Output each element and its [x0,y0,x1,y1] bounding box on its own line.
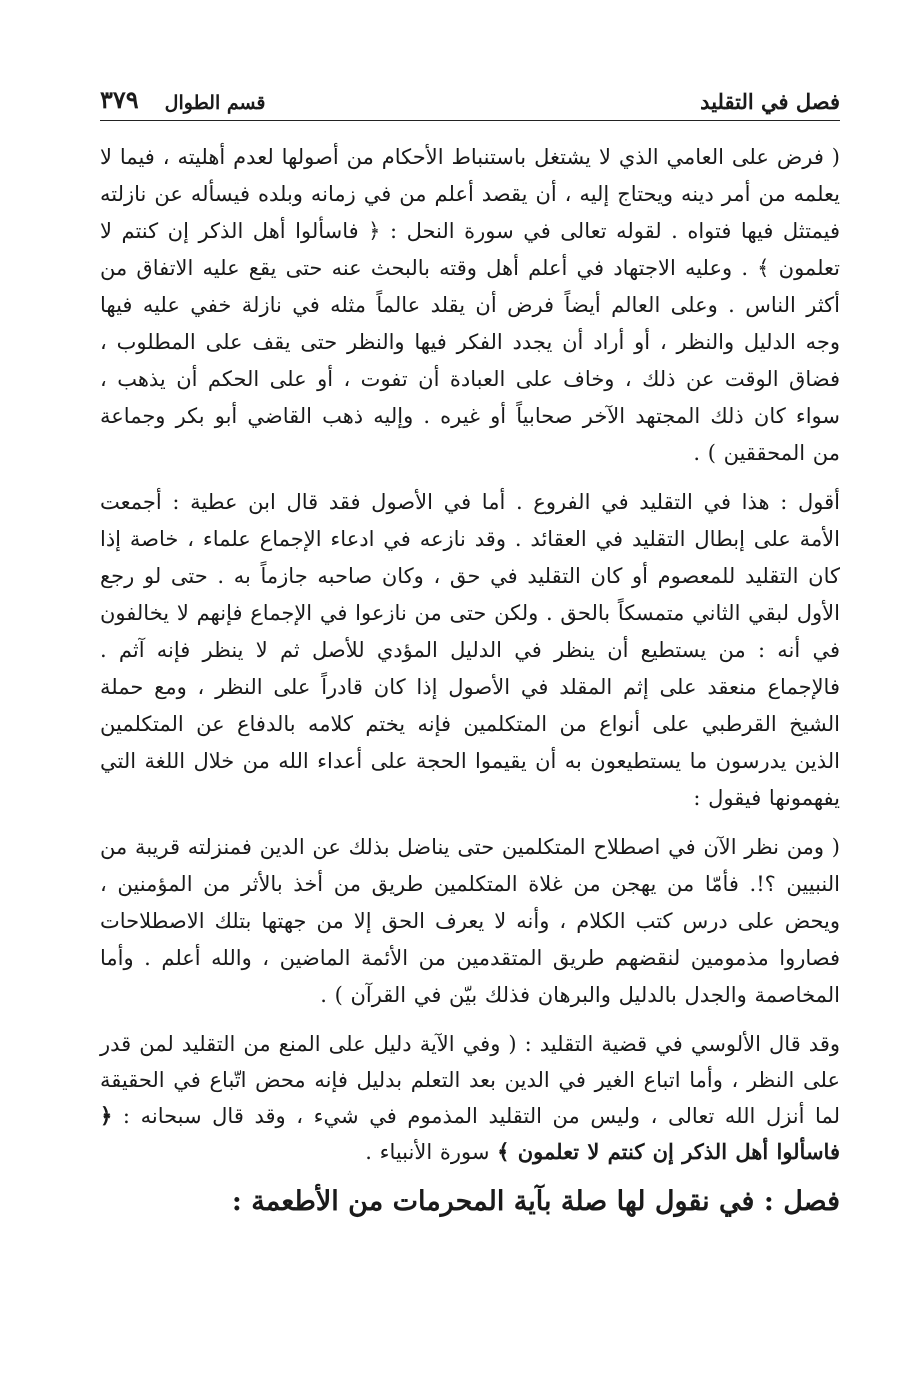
part-title: قسم الطوال [164,92,266,114]
page-body [100,139,840,1222]
paragraph-4 [100,1026,840,1170]
chapter-title: فصل في التقليد [700,89,840,114]
book-page [100,82,840,1323]
quran-verse: ﴿ فاسألوا أهل الذكر إن كنتم لا تعلمون ﴾ [100,1103,840,1164]
paragraph-4-text-end: سورة الأنبياء . [365,1140,498,1164]
paragraph-2: أقول : هذا في التقليد في الفروع . أما في الأصول فقد قال ابن عطية : أجمعت الأمة على إبطال التقليد في العقائد . وقد نازعه في ادعاء الإجماع علماء ، خاصة إذا كان التقليد للمعصوم أو كان التقليد في حق ، وكان صاحبه جازماً به . حتى لو رجع الأول لبقي الثاني متمسكاً بالحق . ولكن حتى من نازعوا في الإجماع فإنهم لا يخالفون في أنه : من يستطيع أن ينظر في الدليل المؤدي للأصل ثم لا ينظر فإنه آثم . فالإجماع منعقد على إثم المقلد في الأصول إذا كان قادراً على النظر ، ومع حملة الشيخ القرطبي على أنواع من المتكلمين فإنه يختم كلامه بالدفاع عن المتكلمين الذين يدرسون ما يستطيعون به أن يقيموا الحجة على أعداء الله من خلال اللغة التي يفهمونها فيقول : [100,490,840,810]
section-heading: فصل : في نقول لها صلة بآية المحرمات من الأطعمة : [231,1186,840,1217]
header-left-group [100,85,266,114]
page-number: ٣٧٩ [100,85,139,114]
paragraph-4-text-start: وقد قال الألوسي في قضية التقليد : ( وفي الآية دليل على المنع من التقليد لمن قدر على النظر ، وأما اتباع الغير في الدين بعد التعلم بدليل فإنه محض اتّباع في الحقيقة لما أنزل الله تعالى ، وليس من التقليد المذموم في شيء ، وقد قال سبحانه : [100,1032,840,1128]
running-header [100,82,840,121]
paragraph-3: ( ومن نظر الآن في اصطلاح المتكلمين حتى يناضل بذلك عن الدين فمنزلته قريبة من النبيين ؟!. فأمّا من يهجن من غلاة المتكلمين طريق من أخذ بالأثر من المؤمنين ، ويحض على درس كتب الكلام ، وأنه لا يعرف الحق إلا من جهتها بتلك الاصطلاحات فصاروا مذمومين لنقضهم طريق المتقدمين من الأئمة الماضين ، والله أعلم . وأما المخاصمة والجدل بالدليل والبرهان فذلك بيّن في القرآن ) . [100,835,840,1007]
paragraph-1: ( فرض على العامي الذي لا يشتغل باستنباط الأحكام من أصولها لعدم أهليته ، فيما لا يعلمه من أمر دينه ويحتاج إليه ، أن يقصد أعلم من في زمانه وبلده فيسأله عن نازلته فيمتثل فيها فتواه . لقوله تعالى في سورة النحل : ﴿ فاسألوا أهل الذكر إن كنتم لا تعلمون ﴾ . وعليه الاجتهاد في أعلم أهل وقته بالبحث عنه حتى يقع عليه الاتفاق من أكثر الناس . وعلى العالم أيضاً فرض أن يقلد عالماً مثله في نازلة خفي عليه فيها وجه الدليل والنظر ، أو أراد أن يجدد الفكر فيها والنظر حتى يقف على المطلوب ، فضاق الوقت عن ذلك ، وخاف على العبادة أن تفوت ، أو على الحكم أن يذهب ، سواء كان ذلك المجتهد الآخر صحابياً أو غيره . وإليه ذهب القاضي أبو بكر وجماعة من المحققين ) . [100,145,840,465]
